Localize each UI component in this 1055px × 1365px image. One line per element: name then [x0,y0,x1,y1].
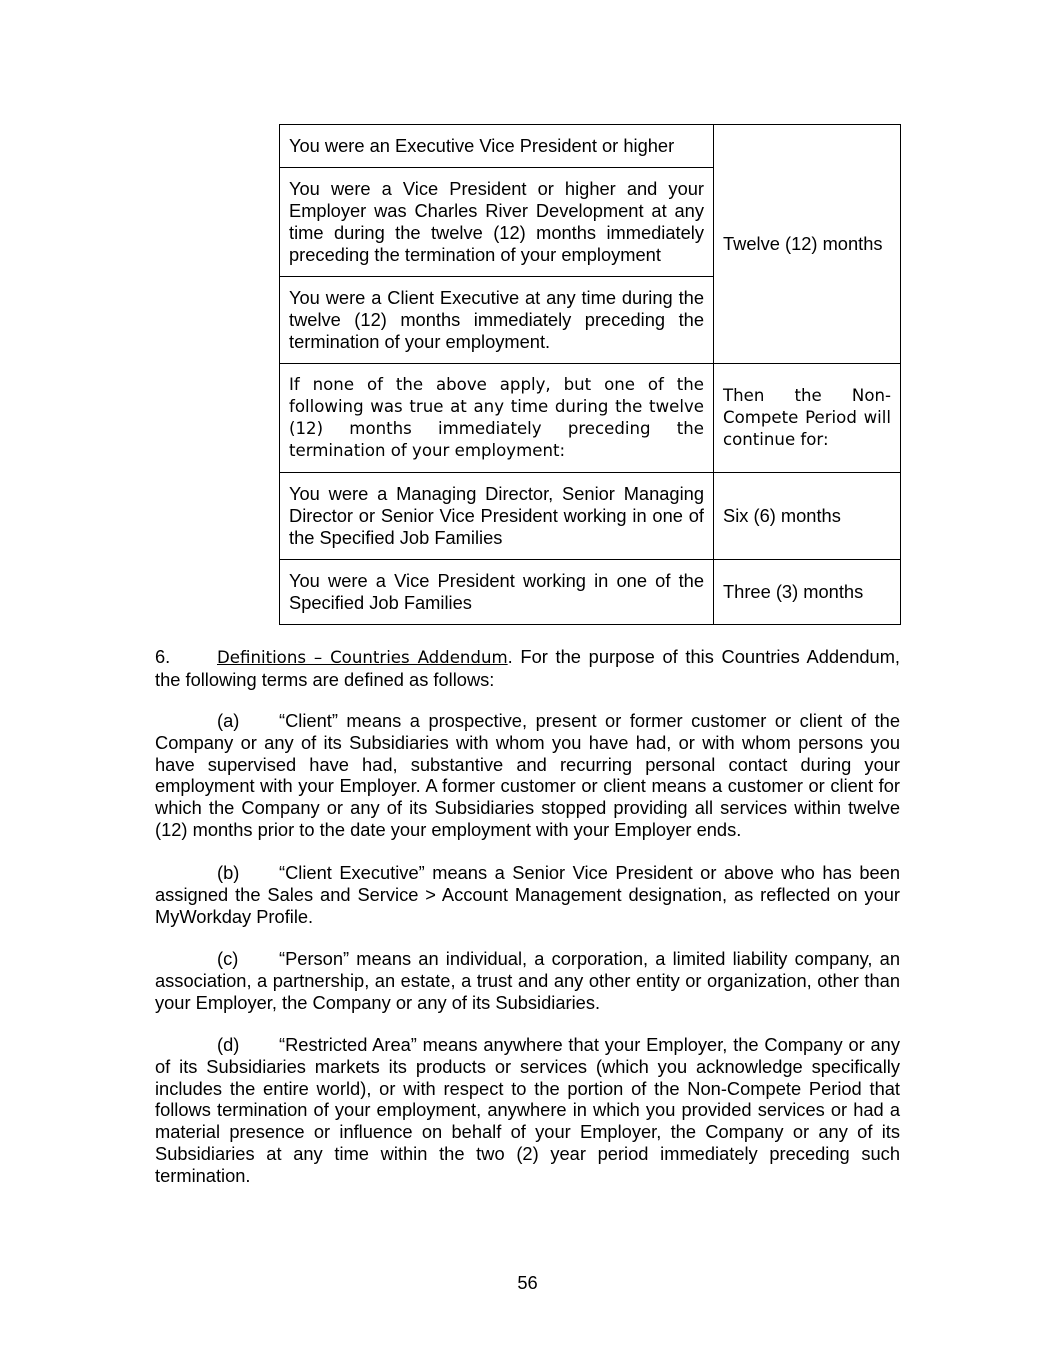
condition-cell: You were an Executive Vice President or higher [280,125,714,168]
condition-cell: You were a Client Executive at any time during the twelve (12) months immediately preceding the termination of your employment. [280,277,714,364]
table-row [280,560,901,625]
definition-label: (a) [217,710,240,731]
period-cell: Six (6) months [714,473,901,560]
definition-d [155,1034,900,1187]
table-row [280,125,901,168]
definition-text: “Client Executive” means a Senior Vice President or above who has been assigned the Sales and Service > Account Management designation, as reflected on your MyWorkday Profile. [155,862,900,927]
section-number: 6. [155,646,171,667]
page-number: 56 [517,1272,538,1293]
header-condition-cell: If none of the above apply, but one of the following was true at any time during the twelve (12) months immediately preceding the termination of your employment: [280,364,714,473]
table-header-row [280,364,901,473]
section-intro: . For the purpose of this Countries Addendum, the following terms are defined as follows: [155,646,900,690]
definition-a [155,710,900,841]
condition-cell: You were a Vice President working in one of the Specified Job Families [280,560,714,625]
definition-c [155,948,900,1013]
period-cell: Twelve (12) months [714,125,901,364]
non-compete-table [279,124,901,625]
section-title: Definitions – Countries Addendum [217,648,508,667]
header-period-cell: Then the Non-Compete Period will continue for: [714,364,901,473]
definition-text: “Person” means an individual, a corporation, a limited liability company, an association, a partnership, an estate, a trust and any other entity or organization, other than your Employer, the Company or any of its Subsidiaries. [155,948,900,1013]
table-row [280,473,901,560]
definition-label: (b) [217,862,240,883]
section-6-heading [155,646,900,691]
definition-text: “Restricted Area” means anywhere that your Employer, the Company or any of its Subsidiaries markets its products or services (which you acknowledge specifically includes the entire world), or with respect to the portion of the Non-Compete Period that follows termination of your employment, anywhere in which you provided services or had a material presence or influence on behalf of your Employer, the Company or any of its Subsidiaries at any time within the two (2) year period immediately preceding such termination. [155,1034,900,1186]
condition-cell: You were a Vice President or higher and your Employer was Charles River Development at any time during the twelve (12) months immediately preceding the termination of your employment [280,168,714,277]
period-cell: Three (3) months [714,560,901,625]
definition-label: (c) [217,948,239,969]
condition-cell: You were a Managing Director, Senior Managing Director or Senior Vice President working in one of the Specified Job Families [280,473,714,560]
definition-text: “Client” means a prospective, present or former customer or client of the Company or any of its Subsidiaries with whom you have had, or with whom persons you have supervised have had, substantive and recurring personal contact during your employment with your Employer. A former customer or client means a customer or client for which the Company or any of its Subsidiaries stopped providing all services within twelve (12) months prior to the date your employment with your Employer ends. [155,710,900,840]
definition-b [155,862,900,927]
definition-label: (d) [217,1034,240,1055]
